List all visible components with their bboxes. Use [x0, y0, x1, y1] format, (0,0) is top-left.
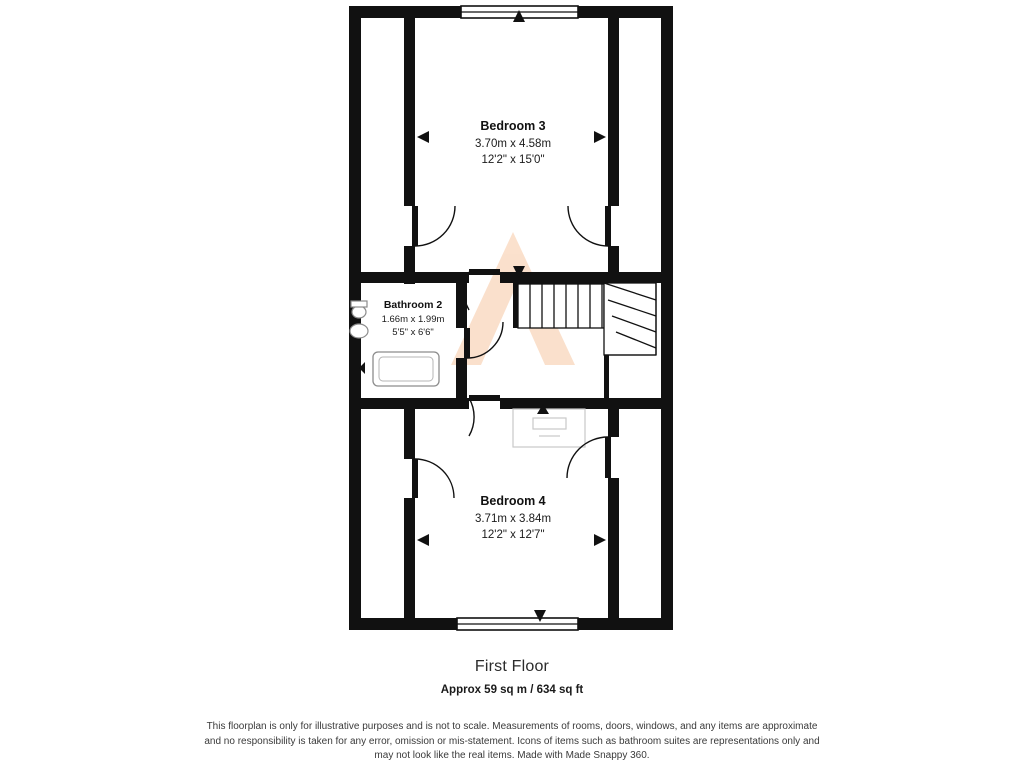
floor-area-label: Approx 59 sq m / 634 sq ft	[440, 684, 584, 696]
disclaimer-line-2: and no responsibility is taken for any error, omission or mis-statement. Icons of items such as bathroom suites are representations only and	[204, 735, 820, 747]
room-label-bedroom-4-name: Bedroom 4	[480, 494, 546, 508]
disclaimer-line-1: This floorplan is only for illustrative purposes and is not to scale. Measurements of rooms, doors, windows, and any items are approximate	[206, 721, 818, 732]
disclaimer-text	[0, 720, 1024, 764]
landing-furniture	[513, 409, 585, 447]
room-label-bathroom-2-metric: 1.66m x 1.99m	[381, 314, 445, 325]
window-bottom	[457, 618, 578, 630]
bathtub-fixture	[373, 352, 439, 386]
room-label-bathroom-2-imperial: 5'5" x 6'6"	[392, 327, 434, 338]
room-label-bedroom-4-metric: 3.71m x 3.84m	[474, 513, 552, 525]
room-label-bathroom-2-name: Bathroom 2	[383, 299, 443, 311]
room-label-bedroom-4-imperial: 12'2" x 12'7"	[481, 529, 545, 541]
disclaimer-line-3: may not look like the real items. Made with Made Snappy 360.	[374, 750, 650, 761]
room-label-bedroom-3-metric: 3.70m x 4.58m	[474, 138, 552, 150]
room-label-bedroom-3-name: Bedroom 3	[480, 119, 546, 133]
room-label-bedroom-3-imperial: 12'2" x 15'0"	[481, 154, 545, 166]
floor-title: First Floor	[474, 658, 550, 675]
